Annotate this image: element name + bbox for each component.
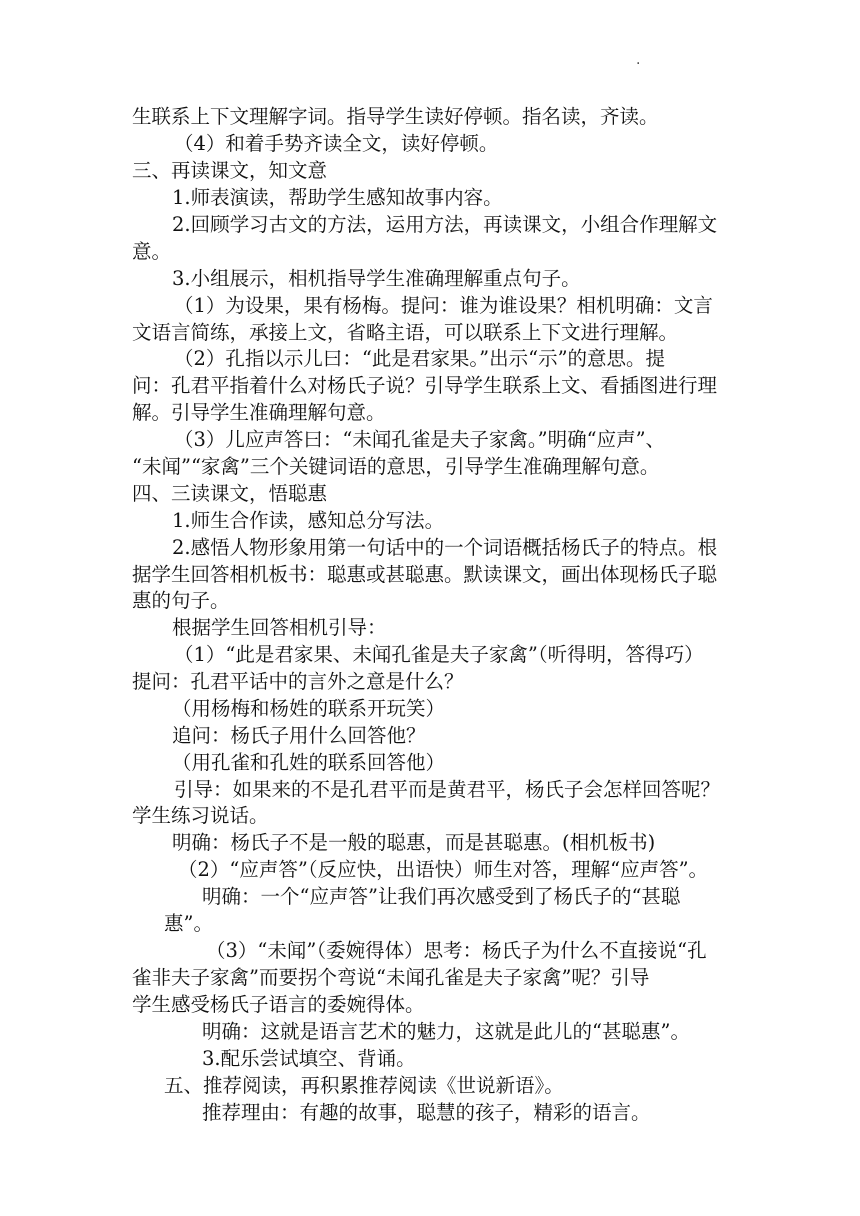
text-line: 推荐理由：有趣的故事，聪慧的孩子，精彩的语言。 [202, 1101, 651, 1124]
section-heading: 五、推荐阅读，再积累推荐阅读《世说新语》。 [164, 1074, 564, 1097]
text-line: 问：孔君平指着什么对杨氏子说？引导学生联系上文、看插图进行理 [132, 374, 718, 397]
text-line: 追问：杨氏子用什么回答他？ [172, 724, 426, 747]
text-line: 1.师表演读，帮助学生感知故事内容。 [172, 186, 503, 209]
text-line: （用孔雀和孔姓的联系回答他） [172, 751, 446, 774]
text-line: 3.小组展示，相机指导学生准确理解重点句子。 [172, 267, 581, 290]
text-line: 1.师生合作读，感知总分写法。 [172, 509, 445, 532]
text-line: （4）和着手势齐读全文，读好停顿。 [174, 132, 499, 155]
text-line: 2.回顾学习古文的方法，运用方法，再读课文，小组合作理解文 [172, 213, 718, 236]
text-line: （用杨梅和杨姓的联系开玩笑） [172, 697, 446, 720]
text-line: 3.配乐尝试填空、背诵。 [202, 1047, 416, 1070]
text-line: （1）“此是君家果、未闻孔雀是夫子家禽”（听得明，答得巧） [174, 643, 704, 666]
text-line: （1）为设果，果有杨梅。提问：谁为谁设果？相机明确：文言 [174, 294, 713, 317]
text-line: 明确：这就是语言艺术的魅力，这就是此儿的“甚聪惠”。 [202, 1020, 690, 1043]
text-line: 惠的句子。 [132, 589, 230, 612]
text-line: 文语言简练，承接上文，省略主语，可以联系上下文进行理解。 [132, 321, 679, 344]
text-line: 雀非夫子家禽”而要拐个弯说“未闻孔雀是夫子家禽”呢？引导 [132, 966, 650, 989]
section-heading: 四、三读课文，悟聪惠 [132, 482, 328, 505]
text-line: （2）“应声答”（反应快，出语快）师生对答，理解“应声答”。 [178, 858, 709, 881]
text-line: 惠”。 [164, 912, 213, 935]
text-line: 2.感悟人物形象用第一句话中的一个词语概括杨氏子的特点。根 [172, 536, 718, 559]
text-line: 提问：孔君平话中的言外之意是什么？ [132, 670, 464, 693]
text-line: （3）儿应声答曰：“未闻孔雀是夫子家禽。”明确“应声”、 [174, 428, 666, 451]
text-line: 解。引导学生准确理解句意。 [132, 401, 386, 424]
text-line: （2）孔指以示儿曰：“此是君家果。”出示“示”的意思。提 [174, 347, 666, 370]
text-line: “未闻”“家禽”三个关键词语的意思，引导学生准确理解句意。 [132, 455, 660, 478]
text-line: 意。 [132, 240, 172, 263]
text-line: 引导：如果来的不是孔君平而是黄君平，杨氏子会怎样回答呢？ [174, 778, 721, 801]
text-line: 明确：一个“应声答”让我们再次感受到了杨氏子的“甚聪 [202, 885, 681, 908]
section-heading: 三、再读课文，知文意 [132, 159, 328, 182]
text-line: 根据学生回答相机引导： [172, 616, 387, 639]
text-line: 生联系上下文理解字词。指导学生读好停顿。指名读，齐读。 [132, 105, 659, 128]
page-corner-mark: . [636, 52, 641, 68]
text-line: 学生感受杨氏子语言的委婉得体。 [132, 993, 425, 1016]
text-line: 明确：杨氏子不是一般的聪惠，而是甚聪惠。(相机板书) [172, 831, 656, 854]
text-line: 据学生回答相机板书：聪惠或甚聪惠。默读课文，画出体现杨氏子聪 [132, 563, 718, 586]
text-line: 学生练习说话。 [132, 804, 269, 827]
text-line: （3）“未闻”（委婉得体）思考：杨氏子为什么不直接说“孔 [206, 939, 707, 962]
